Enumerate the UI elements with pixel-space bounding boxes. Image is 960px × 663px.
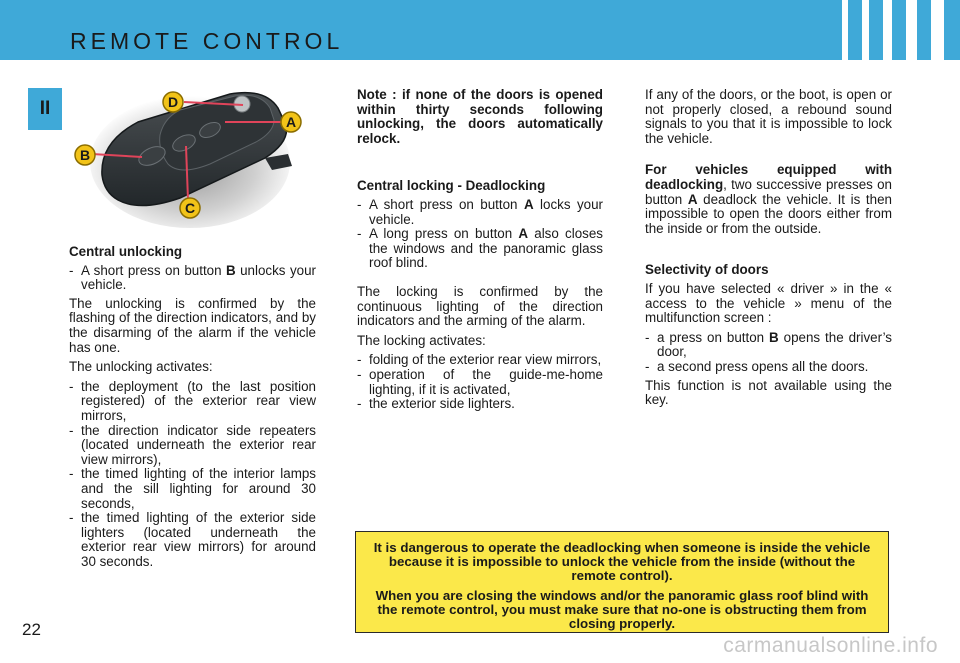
- list-item: - a second press opens all the doors.: [645, 360, 892, 375]
- selectivity-note-text: This function is not available using the key.: [645, 377, 892, 408]
- label-c: C: [184, 200, 196, 216]
- heading-selectivity: Selectivity of doors: [645, 262, 769, 278]
- list-item: - the deployment (to the last position registered) of the exterior rear view mirrors,: [69, 380, 316, 424]
- lock-activates-list: [357, 353, 603, 411]
- selectivity-list: [645, 331, 892, 375]
- header-stripe: [842, 0, 848, 60]
- header-stripe: [931, 0, 944, 60]
- column-deadlocking-selectivity: [645, 88, 892, 413]
- unlock-activates-text: The unlocking activates:: [69, 359, 213, 375]
- list-item: - A short press on button B unlocks your vehicle.: [69, 264, 316, 293]
- rebound-signal-text: If any of the doors, or the boot, is open or not properly closed, a rebound sound signals to you that it is impossible to lock the vehicle.: [645, 87, 892, 146]
- list-item: - A long press on button A also closes the windows and the panoramic glass roof blind.: [357, 227, 603, 271]
- unlock-activates-list: [69, 380, 316, 570]
- label-c-badge: [180, 198, 200, 218]
- list-item: - the exterior side lighters.: [357, 397, 603, 412]
- remote-key-illustration: [60, 80, 320, 230]
- header-stripe: [862, 0, 869, 60]
- lock-activates-text: The locking activates:: [357, 332, 486, 348]
- heading-central-unlocking: Central unlocking: [69, 244, 183, 259]
- warning-windows-text: When you are closing the windows and/or the panoramic glass roof blind with the remote control, you must make sure that no-one is obstructing them from closing properly.: [375, 587, 869, 632]
- chapter-tab: II: [28, 88, 62, 130]
- list-item: - folding of the exterior rear view mirrors,: [357, 353, 603, 368]
- watermark: carmanualsonline.info: [723, 634, 938, 657]
- header-stripe: [883, 0, 892, 60]
- label-d-badge: [163, 92, 183, 112]
- deadlocking-text: For vehicles equipped with deadlocking, two successive presses on button A deadlock the vehicle. It is then impossible to open the doors either from the inside or from the outside.: [645, 162, 892, 236]
- warning-deadlocking-text: It is dangerous to operate the deadlocking when someone is inside the vehicle because it is impossible to unlock the vehicle from the inside (without the remote control).: [373, 540, 871, 584]
- relock-note: Note : if none of the doors is opened within thirty seconds following unlocking, the doors automatically relock.: [357, 87, 603, 146]
- list-item: - a press on button B opens the driver’s door,: [645, 331, 892, 360]
- page-title: REMOTE CONTROL: [70, 28, 344, 54]
- lock-step-list: [357, 198, 603, 271]
- page-number: 22: [22, 620, 41, 639]
- list-item: - the direction indicator side repeaters (located underneath the exterior rear view mirrors),: [69, 424, 316, 468]
- lock-confirmation-text: The locking is confirmed by the continuous lighting of the direction indicators and the arming of the alarm.: [357, 283, 603, 329]
- list-item: - the timed lighting of the exterior side lighters (located underneath the exterior rear view mirrors) for around 30 seconds.: [69, 511, 316, 569]
- list-item: - operation of the guide-me-home lighting, if it is activated,: [357, 368, 603, 397]
- unlock-confirmation-text: The unlocking is confirmed by the flashing of the direction indicators, and by the disarming of the alarm if the vehicle has one.: [69, 295, 316, 355]
- column-central-locking: [357, 88, 603, 416]
- label-a: A: [285, 114, 297, 130]
- warning-box: [355, 531, 889, 633]
- label-d: D: [167, 94, 179, 110]
- column-central-unlocking: [69, 245, 316, 573]
- list-item: - the timed lighting of the interior lamps and the sill lighting for around 30 seconds,: [69, 467, 316, 511]
- heading-central-locking: Central locking - Deadlocking: [357, 178, 546, 194]
- page-header: [0, 0, 960, 60]
- header-stripe: [906, 0, 917, 60]
- selectivity-intro-text: If you have selected « driver » in the « access to the vehicle » menu of the multifunction screen :: [645, 280, 892, 326]
- unlock-step-list: [69, 264, 316, 293]
- label-a-badge: [281, 112, 301, 132]
- label-b: B: [79, 147, 91, 163]
- label-b-badge: [75, 145, 95, 165]
- list-item: - A short press on button A locks your vehicle.: [357, 198, 603, 227]
